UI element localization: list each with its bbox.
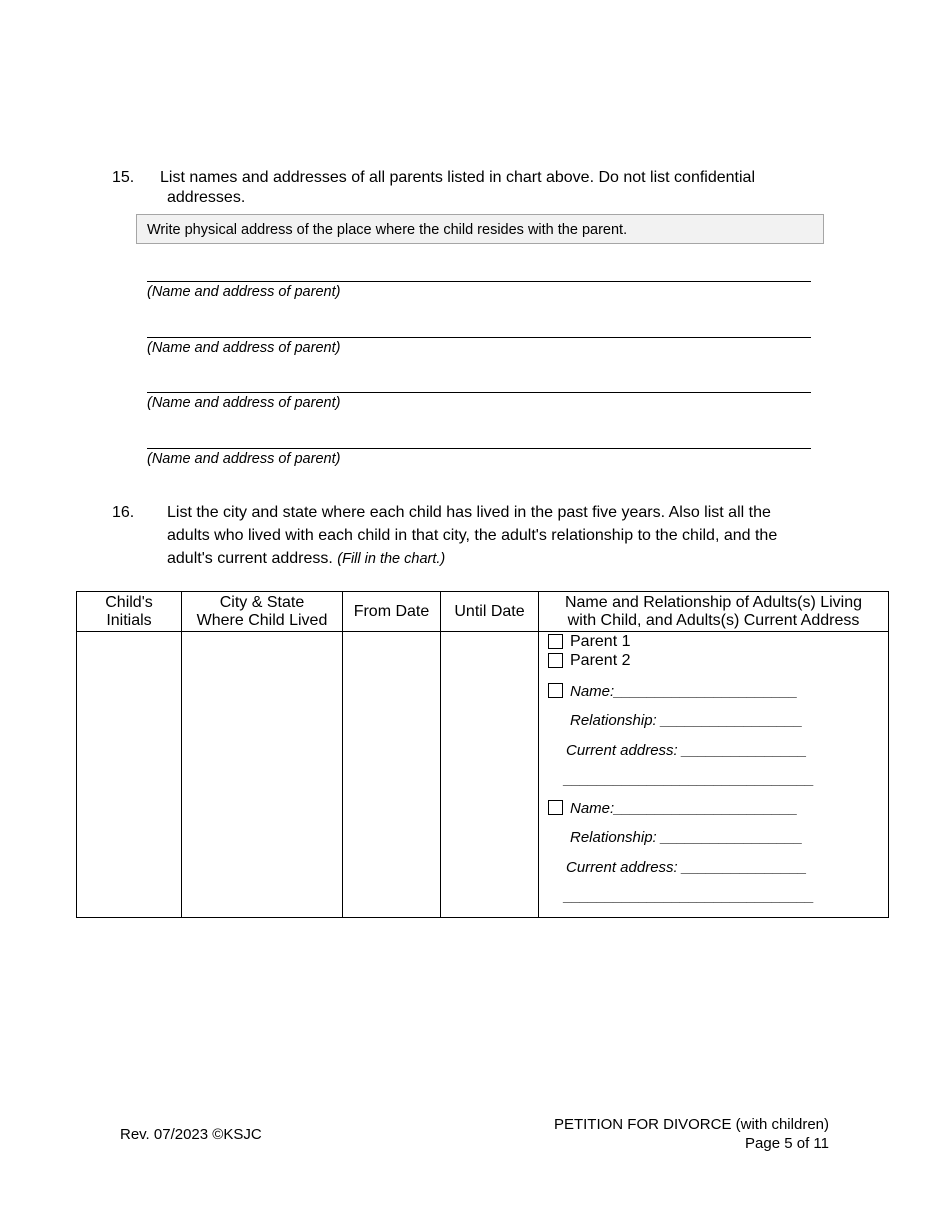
question-15-text: List names and addresses of all parents listed in chart above. Do not list confidential [160, 169, 755, 186]
parent-address-line[interactable] [147, 337, 811, 338]
question-15-text-cont: addresses. [167, 189, 246, 206]
header-city-line1: City & State [219, 593, 305, 611]
parent-2-checkbox[interactable] [548, 653, 563, 668]
residence-chart [76, 591, 889, 918]
question-15-number: 15. [112, 169, 135, 186]
header-initials-line1: Child's [105, 593, 153, 611]
header-until-date: Until Date [441, 592, 539, 632]
question-16-text-last: adult's current address. [167, 550, 333, 567]
header-adults [539, 592, 889, 632]
form-title-footer: PETITION FOR DIVORCE (with children) [553, 1116, 829, 1133]
header-adults-line1: Name and Relationship of Adults(s) Living [564, 593, 863, 611]
instruction-note: Write physical address of the place where the child resides with the parent. [136, 214, 824, 244]
other-adult-2-checkbox[interactable] [548, 800, 563, 815]
cell-from-date[interactable] [343, 632, 441, 918]
page-number: Page 5 of 11 [745, 1135, 829, 1152]
cell-adults [539, 632, 889, 918]
cell-until-date[interactable] [441, 632, 539, 918]
parent-1-checkbox[interactable] [548, 634, 563, 649]
header-city-state [182, 592, 343, 632]
parent-address-line[interactable] [147, 448, 811, 449]
parent-2-label: Parent 2 [570, 652, 631, 669]
adult-1-address-line2[interactable]: ______________________________ [564, 771, 815, 788]
other-adult-1-checkbox[interactable] [548, 683, 563, 698]
fill-chart-note: (Fill in the chart.) [337, 551, 446, 567]
parent-address-label: (Name and address of parent) [147, 451, 341, 467]
header-from-date: From Date [343, 592, 441, 632]
question-16-text: List the city and state where each child has lived in the past five years. Also list all the [167, 504, 771, 521]
question-16-text-end [167, 547, 445, 571]
adult-2-address-line2[interactable]: ______________________________ [564, 888, 815, 905]
parent-address-line[interactable] [147, 392, 811, 393]
parent-address-label: (Name and address of parent) [147, 340, 341, 356]
adult-1-relationship-field[interactable]: Relationship: _________________ [570, 712, 803, 729]
question-16-number: 16. [112, 504, 135, 521]
parent-1-label: Parent 1 [570, 633, 631, 650]
header-initials-line2: Initials [106, 611, 152, 629]
parent-address-label: (Name and address of parent) [147, 284, 341, 300]
cell-child-initials[interactable] [77, 632, 182, 918]
header-city-line2: Where Child Lived [196, 611, 328, 629]
cell-city-state[interactable] [182, 632, 343, 918]
adult-1-address-field[interactable]: Current address: _______________ [566, 742, 808, 759]
revision-footer: Rev. 07/2023 ©KSJC [120, 1126, 262, 1143]
question-16-text-cont: adults who lived with each child in that city, the adult's relationship to the child, and the [167, 527, 778, 544]
adult-1-name-field[interactable]: Name:______________________ [570, 683, 798, 700]
header-adults-line2: with Child, and Adults(s) Current Address [567, 611, 860, 629]
adult-2-address-field[interactable]: Current address: _______________ [566, 859, 808, 876]
parent-address-label: (Name and address of parent) [147, 395, 341, 411]
header-child-initials [77, 592, 182, 632]
parent-address-line[interactable] [147, 281, 811, 282]
chart-data-row [77, 632, 889, 918]
adult-2-name-field[interactable]: Name:______________________ [570, 800, 798, 817]
chart-header-row [77, 592, 889, 632]
adult-2-relationship-field[interactable]: Relationship: _________________ [570, 829, 803, 846]
